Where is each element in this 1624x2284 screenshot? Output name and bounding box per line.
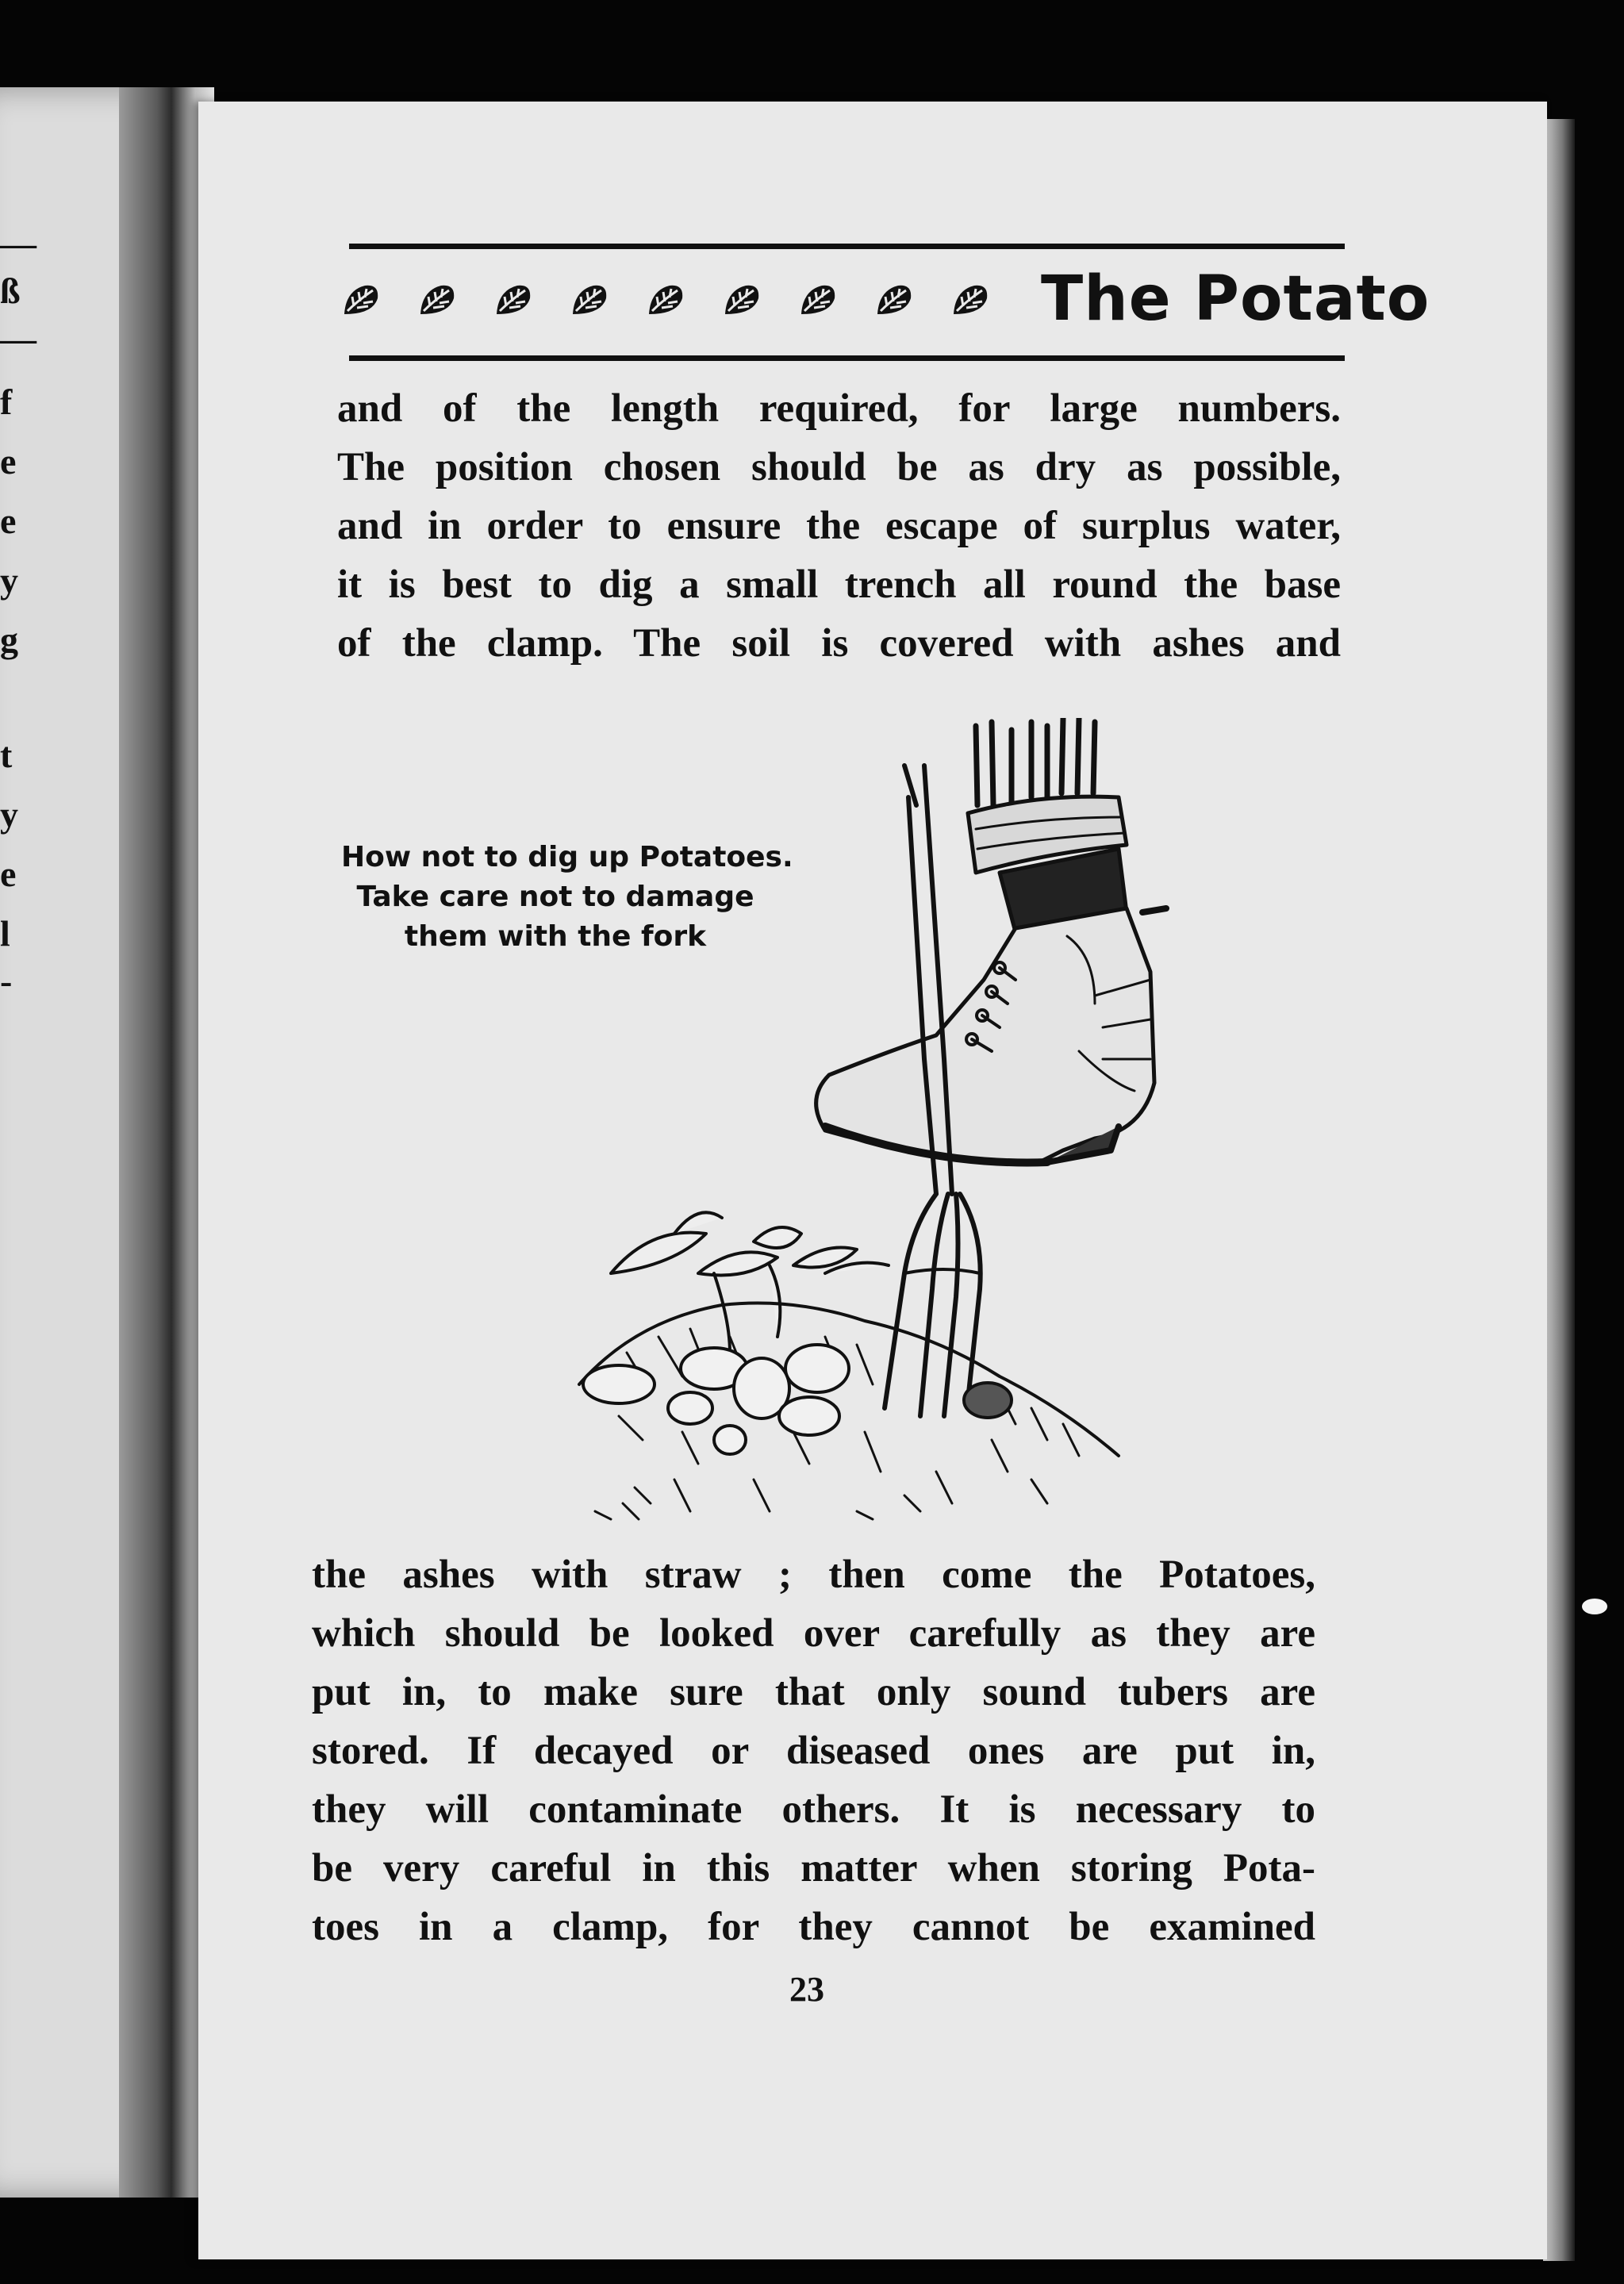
text-line: which should be looked over carefully as they are: [312, 1611, 1315, 1656]
leaf-ornament-icon: [798, 282, 838, 317]
left-page-fragment: —: [0, 223, 36, 263]
text-line: it is best to dig a small trench all round the base: [337, 562, 1341, 607]
text-line: and of the length required, for large numbers.: [337, 386, 1341, 431]
left-page-fragment: g: [0, 620, 18, 660]
potato-plant: [611, 1212, 889, 1353]
leaf-ornament-icon: [570, 282, 609, 317]
text-line: of the clamp. The soil is covered with ashes and: [337, 621, 1341, 666]
edge-marker-icon: [1579, 1595, 1611, 1618]
text-line: they will contaminate others. It is necessary to: [312, 1787, 1315, 1832]
caption-line: them with the fork: [404, 920, 707, 953]
left-page-fragment: l: [0, 913, 10, 954]
left-page-fragment: e: [0, 441, 17, 482]
left-page-fragment: ß: [0, 271, 21, 311]
leaf-ornament-icon: [493, 282, 533, 317]
text-line: be very careful in this matter when storing Pota-: [312, 1846, 1315, 1891]
header-ornaments: [341, 276, 1023, 324]
left-page-fragment: y: [0, 794, 18, 835]
text-line: put in, to make sure that only sound tubers are: [312, 1670, 1315, 1714]
soil-mound: [579, 1303, 1119, 1457]
boot: [816, 908, 1154, 1162]
fork-tines: [885, 1194, 981, 1416]
page-edge-shadow: [1543, 119, 1575, 2261]
header-rule-top: [349, 244, 1345, 249]
leaf-ornament-icon: [874, 282, 914, 317]
caption-line: How not to dig up Potatoes.: [341, 841, 793, 873]
text-line: toes in a clamp, for they cannot be examined: [312, 1905, 1315, 1949]
left-page-fragment: t: [0, 735, 13, 775]
text-line: stored. If decayed or diseased ones are put in,: [312, 1729, 1315, 1773]
left-page-fragment: e: [0, 854, 17, 894]
left-page-fragment: —: [0, 318, 36, 359]
caption-line: Take care not to damage: [356, 881, 754, 913]
leaf-ornament-icon: [646, 282, 685, 317]
left-page-fragment: y: [0, 560, 18, 601]
page-number: 23: [789, 1970, 824, 2009]
leaf-ornament-icon: [950, 282, 990, 317]
left-page-fragment: f: [0, 382, 13, 422]
paragraph-top: [337, 379, 1341, 673]
header-rule-bottom: [349, 355, 1345, 361]
left-page-fragment: e: [0, 501, 17, 541]
leaf-ornament-icon: [341, 282, 381, 317]
text-line: the ashes with straw ; then come the Potatoes,: [312, 1553, 1315, 1597]
left-page-fragment: -: [0, 961, 13, 1001]
paragraph-bottom: [312, 1545, 1315, 1956]
trouser-leg: [976, 718, 1095, 805]
text-line: The position chosen should be as dry as possible,: [337, 445, 1341, 489]
text-line: and in order to ensure the escape of surplus water,: [337, 504, 1341, 548]
leaf-ornament-icon: [417, 282, 457, 317]
running-title: The Potato: [1041, 263, 1430, 335]
boot-and-fork-illustration: [492, 718, 1182, 1527]
leaf-ornament-icon: [722, 282, 762, 317]
